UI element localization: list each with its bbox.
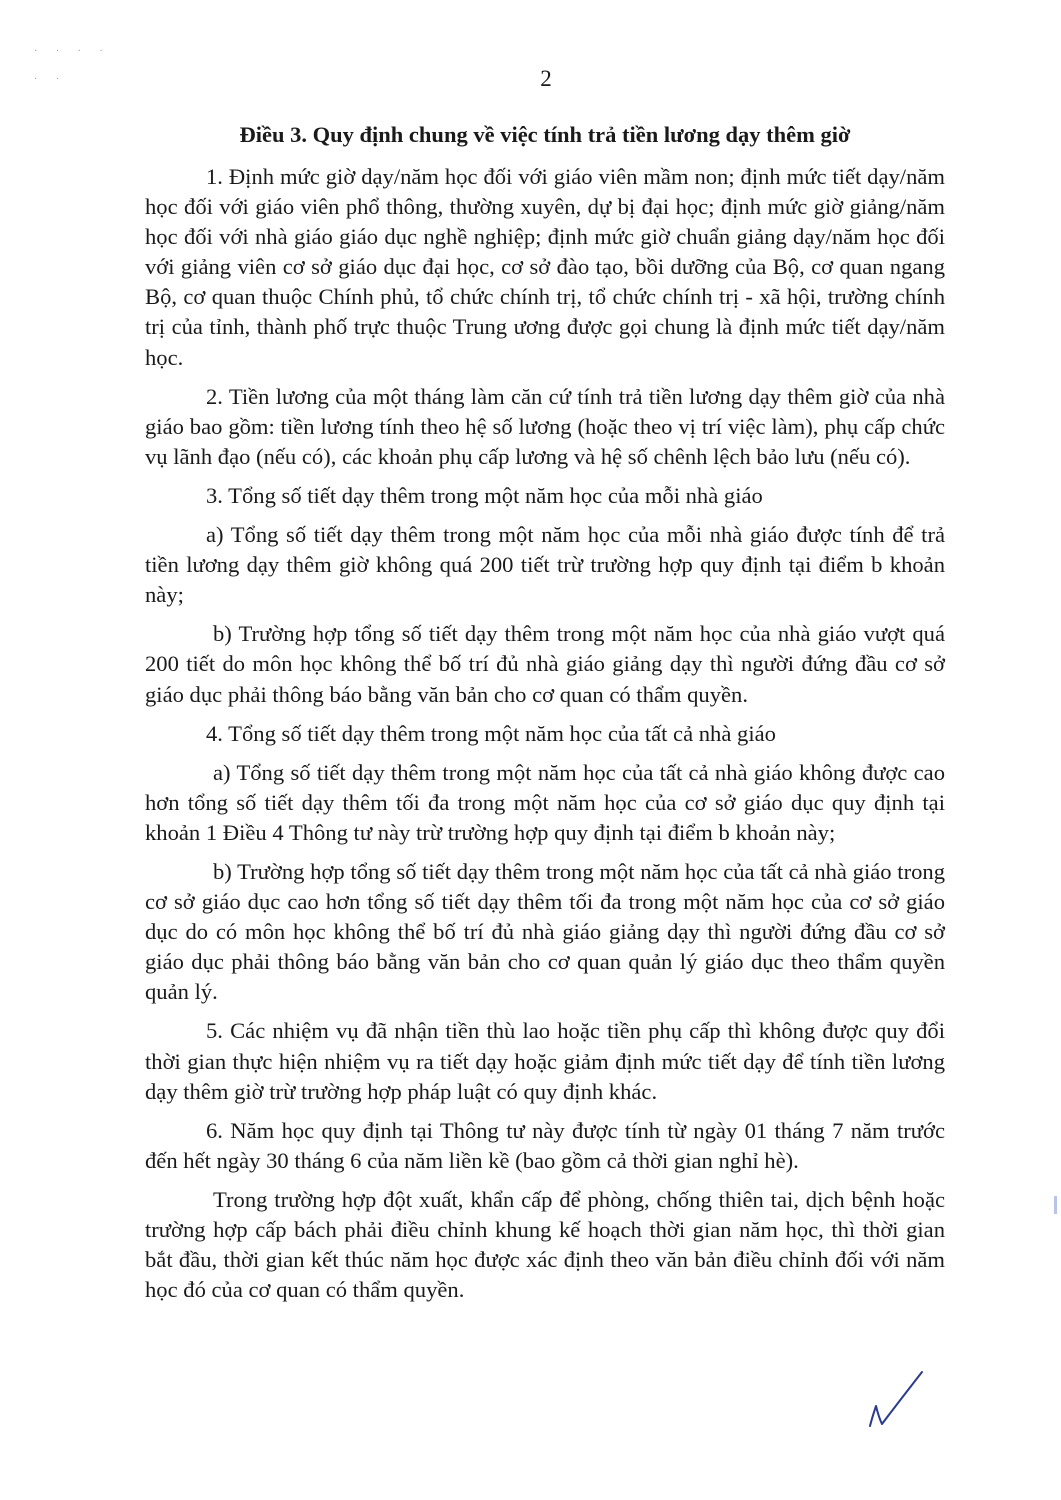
scan-edge-mark	[1054, 1196, 1057, 1214]
paragraph-4: 4. Tổng số tiết dạy thêm trong một năm học của tất cả nhà giáo	[206, 720, 776, 746]
scan-artifact-dots: · · · · · ·	[34, 46, 111, 85]
paragraph-3a: a) Tổng số tiết dạy thêm trong một năm học của mỗi nhà giáo được tính để trả tiền lương dạy thêm giờ không quá 200 tiết trừ trường hợp quy định tại điểm b khoản này;	[145, 522, 945, 608]
paragraph-3: 3. Tổng số tiết dạy thêm trong một năm học của mỗi nhà giáo	[206, 482, 763, 508]
paragraph-2: 2. Tiền lương của một tháng làm căn cứ tính trả tiền lương dạy thêm giờ của nhà giáo bao gồm: tiền lương tính theo hệ số lương (hoặc theo vị trí việc làm), phụ cấp chức vụ lãnh đạo (nếu có), các khoản phụ cấp lương và hệ số chênh lệch bảo lưu (nếu có).	[145, 383, 945, 469]
initial-signature-mark	[860, 1368, 930, 1432]
paragraph-4a: a) Tổng số tiết dạy thêm trong một năm học của tất cả nhà giáo không được cao hơn tổng số tiết dạy thêm tối đa trong một năm học của cơ sở giáo dục quy định tại khoản 1 Điều 4 Thông tư này trừ trường hợp quy định tại điểm b khoản này;	[145, 759, 945, 845]
page-number: 2	[540, 66, 552, 91]
paragraph-5: 5. Các nhiệm vụ đã nhận tiền thù lao hoặc tiền phụ cấp thì không được quy đổi thời gian thực hiện nhiệm vụ ra tiết dạy hoặc giảm định mức tiết dạy để tính tiền lương dạy thêm giờ trừ trường hợp pháp luật có quy định khác.	[145, 1018, 945, 1104]
paragraph-3b: b) Trường hợp tổng số tiết dạy thêm trong một năm học của nhà giáo vượt quá 200 tiết do môn học không thể bố trí đủ nhà giáo giảng dạy thì người đứng đầu cơ sở giáo dục phải thông báo bằng văn bản cho cơ quan có thẩm quyền.	[145, 621, 945, 707]
paragraph-6: 6. Năm học quy định tại Thông tư này được tính từ ngày 01 tháng 7 năm trước đến hết ngày 30 tháng 6 của năm liền kề (bao gồm cả thời gian nghỉ hè).	[145, 1117, 945, 1173]
paragraph-4b: b) Trường hợp tổng số tiết dạy thêm trong một năm học của tất cả nhà giáo trong cơ sở giáo dục cao hơn tổng số tiết dạy thêm tối đa trong một năm học của cơ sở giáo dục do có môn học không thể bố trí đủ nhà giáo giảng dạy thì người đứng đầu cơ sở giáo dục phải thông báo bằng văn bản cho cơ quan quản lý giáo dục theo thẩm quyền quản lý.	[145, 858, 945, 1005]
article-body	[145, 162, 945, 1314]
paragraph-emergency: Trong trường hợp đột xuất, khẩn cấp để phòng, chống thiên tai, dịch bệnh hoặc trường hợp cấp bách phải điều chỉnh khung kế hoạch thời gian năm học, thì thời gian bắt đầu, thời gian kết thúc năm học được xác định theo văn bản điều chỉnh đối với năm học đó của cơ quan có thẩm quyền.	[145, 1186, 945, 1303]
paragraph-1: 1. Định mức giờ dạy/năm học đối với giáo viên mầm non; định mức tiết dạy/năm học đối với giáo viên phổ thông, thường xuyên, dự bị đại học; định mức giờ giảng/năm học đối với nhà giáo giáo dục nghề nghiệp; định mức giờ chuẩn giảng dạy/năm học đối với giảng viên cơ sở giáo dục đại học, cơ sở đào tạo, bồi dưỡng của Bộ, cơ quan ngang Bộ, cơ quan thuộc Chính phủ, tổ chức chính trị, tổ chức chính trị - xã hội, trường chính trị của tỉnh, thành phố trực thuộc Trung ương được gọi chung là định mức tiết dạy/năm học.	[145, 164, 945, 370]
article-title: Điều 3. Quy định chung về việc tính trả tiền lương dạy thêm giờ	[239, 122, 851, 147]
